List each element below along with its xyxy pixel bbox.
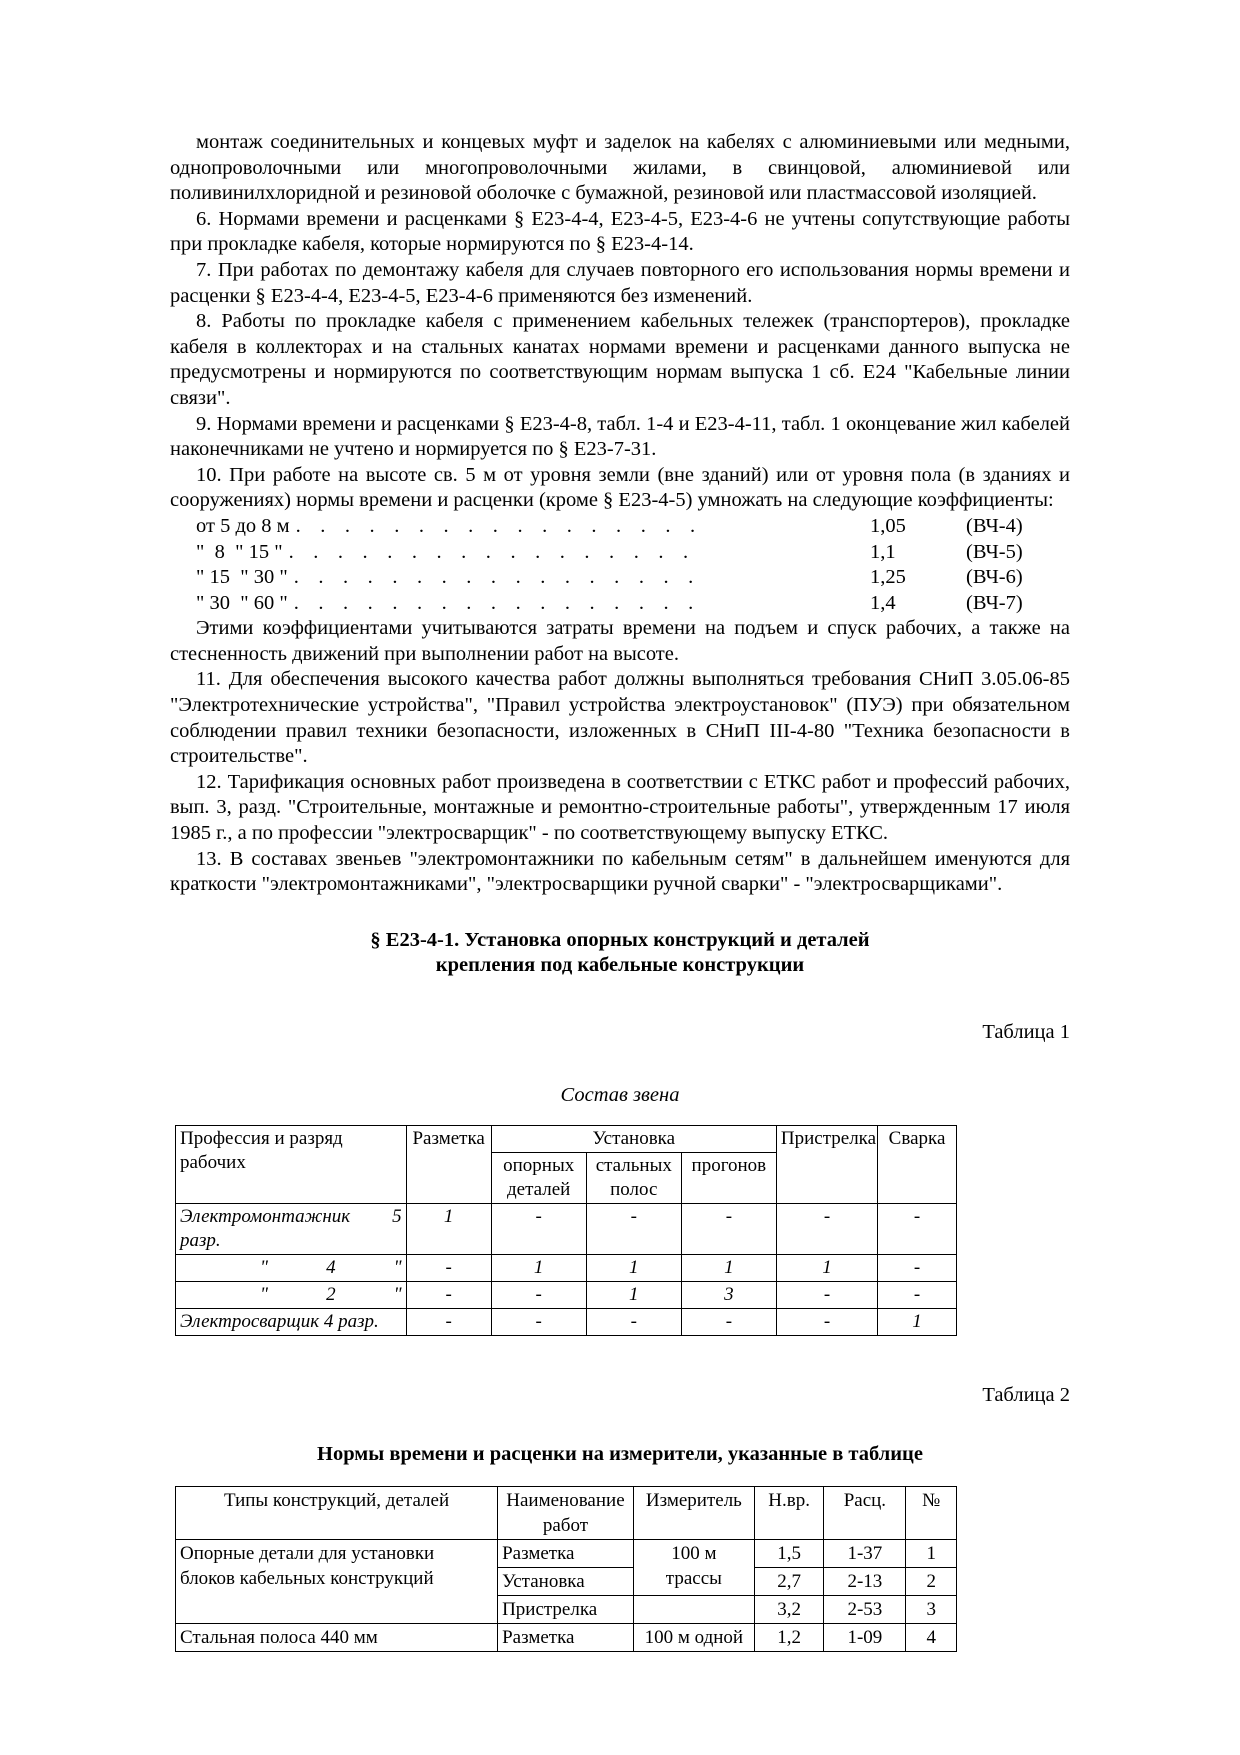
cell-support-parts: - xyxy=(491,1308,586,1335)
cell-norm: 1,5 xyxy=(754,1539,823,1567)
header-installation: Установка xyxy=(491,1125,776,1152)
table-row xyxy=(176,1308,957,1335)
cell-support-parts: - xyxy=(491,1281,586,1308)
cell-steel-strips: 1 xyxy=(586,1281,681,1308)
dot-leader: . . . . . . . . . . . . . . . . . xyxy=(288,540,696,563)
paragraph-13: 13. В составах звеньев "электромонтажники по кабельным сетям" в дальнейшем именуются для краткости "электромонтажниками", "электросварщики ручной сварки" - "электросварщиками". xyxy=(170,847,1070,896)
coefficient-row xyxy=(170,591,1070,617)
cell-steel-strips: - xyxy=(586,1203,681,1254)
paragraph-intro: монтаж соединительных и концевых муфт и заделок на кабелях с алюминиевыми или медными, однопроволочными или многопроволочными жилами, в свинцовой, алюминиевой или поливинилхлоридной и резиновой оболочке с бумажной, резиновой или пластмассовой изоляцией. xyxy=(170,131,1070,205)
coefficient-value: 1,4 xyxy=(870,591,896,614)
header-steel-strips-line1: стальных xyxy=(595,1154,672,1176)
coefficient-code: (ВЧ-7) xyxy=(966,591,1023,614)
row-profession xyxy=(176,1203,407,1254)
row-profession xyxy=(176,1254,407,1281)
paragraph-coefficients-note: Этими коэффициентами учитываются затраты времени на подъем и спуск рабочих, а также на стесненность движений при выполнении работ на высоте. xyxy=(170,617,1070,665)
table-row xyxy=(176,1254,957,1281)
cell-rate: 2-13 xyxy=(824,1567,906,1595)
cell-rate: 1-09 xyxy=(824,1623,906,1651)
profession-ditto-right: " xyxy=(393,1256,402,1278)
header-rate: Расц. xyxy=(824,1486,906,1539)
cell-measure xyxy=(633,1595,754,1623)
header-profession: Профессия и разряд рабочих xyxy=(176,1125,407,1203)
cell-marking: 1 xyxy=(406,1203,491,1254)
table-header-row xyxy=(176,1486,957,1539)
cell-measure-line2: трассы xyxy=(665,1567,722,1589)
profession-line1 xyxy=(180,1283,402,1307)
cell-type-line2: блоков кабельных конструкций xyxy=(180,1567,434,1589)
cell-shooting: - xyxy=(776,1281,877,1308)
profession-grade: 2 xyxy=(326,1283,336,1305)
cell-welding: - xyxy=(878,1203,957,1254)
profession-ditto-left: " xyxy=(260,1283,268,1305)
section-heading xyxy=(170,928,1070,979)
coefficient-row xyxy=(170,565,1070,591)
header-types: Типы конструкций, деталей xyxy=(176,1486,498,1539)
dot-leader: . . . . . . . . . . . . . . . . . xyxy=(295,514,703,537)
cell-measure xyxy=(633,1539,754,1595)
header-number: № xyxy=(906,1486,957,1539)
cell-type-line1: Опорные детали для установки xyxy=(180,1542,435,1564)
cell-support-parts: 1 xyxy=(491,1254,586,1281)
profession-ditto-right: " xyxy=(393,1283,402,1305)
section-heading-line1: § Е23-4-1. Установка опорных конструкций и деталей xyxy=(370,928,870,951)
cell-measure: 100 м одной xyxy=(633,1623,754,1651)
cell-marking: - xyxy=(406,1254,491,1281)
cell-norm: 2,7 xyxy=(754,1567,823,1595)
cell-work-name: Установка xyxy=(498,1567,634,1595)
paragraph-9: 9. Нормами времени и расценками § Е23-4-8, табл. 1-4 и Е23-4-11, табл. 1 оконцевание жил кабелей наконечниками не учтено и нормируется по § Е23-7-31. xyxy=(170,412,1070,461)
cell-rate: 2-53 xyxy=(824,1595,906,1623)
paragraph-8: 8. Работы по прокладке кабеля с применением кабельных тележек (транспортеров), прокладке кабеля в коллекторах и на стальных канатах нормами времени и расценками данного выпуска не предусмотрены и нормируются по соответствующим нормам выпуска 1 сб. Е24 "Кабельные линии связи". xyxy=(170,310,1070,409)
coefficient-label: " 15 " 30 " xyxy=(196,566,288,589)
cell-type xyxy=(176,1539,498,1623)
cell-rate: 1-37 xyxy=(824,1539,906,1567)
cell-shooting: - xyxy=(776,1203,877,1254)
header-measure: Измеритель xyxy=(633,1486,754,1539)
table-header-row xyxy=(176,1125,957,1152)
cell-welding: - xyxy=(878,1281,957,1308)
header-support-parts xyxy=(491,1152,586,1203)
coefficient-list xyxy=(170,514,1070,616)
table-row xyxy=(176,1203,957,1254)
header-norm: Н.вр. xyxy=(754,1486,823,1539)
cell-measure-line1: 100 м xyxy=(671,1542,717,1564)
cell-type: Стальная полоса 440 мм xyxy=(176,1623,498,1651)
paragraph-12: 12. Тарификация основных работ произведена в соответствии с ЕТКС работ и профессий рабочих, вып. 3, разд. "Строительные, монтажные и ремонтно-строительные работы", утвержденным 17 июля 1985 г., а по профессии "электросварщик" - по соответствующему выпуску ЕТКС. xyxy=(170,770,1070,845)
coefficient-value: 1,25 xyxy=(870,566,906,589)
header-runs: прогонов xyxy=(681,1152,776,1203)
paragraph-7: 7. При работах по демонтажу кабеля для случаев повторного его использования нормы времени и расценки § Е23-4-4, Е23-4-5, Е23-4-6 применяются без изменений. xyxy=(170,258,1070,307)
table1-label: Таблица 1 xyxy=(982,1020,1070,1043)
header-shooting: Пристрелка xyxy=(776,1125,877,1203)
profession-ditto-left: " xyxy=(260,1256,268,1278)
table-row xyxy=(176,1281,957,1308)
header-steel-strips xyxy=(586,1152,681,1203)
cell-marking: - xyxy=(406,1281,491,1308)
coefficient-label: " 30 " 60 " xyxy=(196,591,288,614)
cell-runs: 3 xyxy=(681,1281,776,1308)
header-work-name-line2: работ xyxy=(542,1514,589,1536)
profession-grade: 5 xyxy=(392,1205,402,1227)
section-heading-line2: крепления под кабельные конструкции xyxy=(435,954,805,977)
cell-number: 1 xyxy=(906,1539,957,1567)
profession-grade: 4 xyxy=(326,1256,336,1278)
cell-number: 3 xyxy=(906,1595,957,1623)
cell-welding: 1 xyxy=(878,1308,957,1335)
cell-steel-strips: - xyxy=(586,1308,681,1335)
profession-line1 xyxy=(180,1256,402,1280)
cell-norm: 3,2 xyxy=(754,1595,823,1623)
coefficient-label: от 5 до 8 м xyxy=(196,514,290,537)
cell-work-name: Разметка xyxy=(498,1539,634,1567)
row-profession xyxy=(176,1281,407,1308)
header-steel-strips-line2: полос xyxy=(610,1178,658,1200)
header-support-parts-line2: деталей xyxy=(507,1178,571,1200)
header-marking: Разметка xyxy=(406,1125,491,1203)
coefficient-code: (ВЧ-4) xyxy=(966,514,1023,537)
coefficient-row xyxy=(170,514,1070,540)
header-work-name-line1: Наименование xyxy=(506,1489,625,1511)
cell-marking: - xyxy=(406,1308,491,1335)
cell-norm: 1,2 xyxy=(754,1623,823,1651)
profession-name: Электромонтажник xyxy=(180,1205,351,1227)
profession-line2: разр. xyxy=(180,1229,221,1251)
coefficient-code: (ВЧ-5) xyxy=(966,540,1023,563)
cell-shooting: 1 xyxy=(776,1254,877,1281)
coefficient-code: (ВЧ-6) xyxy=(966,566,1023,589)
header-support-parts-line1: опорных xyxy=(503,1154,575,1176)
table2-label: Таблица 2 xyxy=(982,1383,1070,1406)
cell-runs: - xyxy=(681,1308,776,1335)
coefficient-value: 1,1 xyxy=(870,540,896,563)
row-profession: Электросварщик 4 разр. xyxy=(176,1308,407,1335)
header-welding: Сварка xyxy=(878,1125,957,1203)
cell-shooting: - xyxy=(776,1308,877,1335)
profession-line1 xyxy=(180,1205,402,1229)
cell-support-parts: - xyxy=(491,1203,586,1254)
coefficient-row xyxy=(170,540,1070,566)
dot-leader: . . . . . . . . . . . . . . . . . xyxy=(293,591,701,614)
squad-composition-table xyxy=(175,1125,957,1336)
cell-steel-strips: 1 xyxy=(586,1254,681,1281)
paragraph-10: 10. При работе на высоте св. 5 м от уровня земли (вне зданий) или от уровня пола (в зданиях и сооружениях) нормы времени и расценки (кроме § Е23-4-5) умножать на следующие коэффициенты: xyxy=(170,463,1070,512)
document-page xyxy=(170,130,1070,1652)
coefficient-value: 1,05 xyxy=(870,514,906,537)
table1-caption: Состав звена xyxy=(560,1083,680,1106)
dot-leader: . . . . . . . . . . . . . . . . . xyxy=(293,566,701,589)
cell-welding: - xyxy=(878,1254,957,1281)
cell-number: 4 xyxy=(906,1623,957,1651)
coefficient-label: " 8 " 15 " xyxy=(196,540,283,563)
paragraph-6: 6. Нормами времени и расценками § Е23-4-4, Е23-4-5, Е23-4-6 не учтены сопутствующие работы при прокладке кабеля, которые нормируются по § Е23-4-14. xyxy=(170,207,1070,256)
cell-number: 2 xyxy=(906,1567,957,1595)
cell-work-name: Разметка xyxy=(498,1623,634,1651)
cell-work-name: Пристрелка xyxy=(498,1595,634,1623)
table-row xyxy=(176,1539,957,1567)
cell-runs: 1 xyxy=(681,1254,776,1281)
header-work-name xyxy=(498,1486,634,1539)
table2-caption: Нормы времени и расценки на измерители, указанные в таблице xyxy=(317,1442,923,1465)
paragraph-11: 11. Для обеспечения высокого качества работ должны выполняться требования СНиП 3.05.06-85 "Электротехнические устройства", "Правил устройства электроустановок" (ПУЭ) при обязательном соблюдении правил техники безопасности, изложенных в СНиП III-4-80 "Техника безопасности в строительстве". xyxy=(170,668,1070,768)
norms-and-rates-table xyxy=(175,1486,957,1652)
cell-runs: - xyxy=(681,1203,776,1254)
table-row xyxy=(176,1623,957,1651)
